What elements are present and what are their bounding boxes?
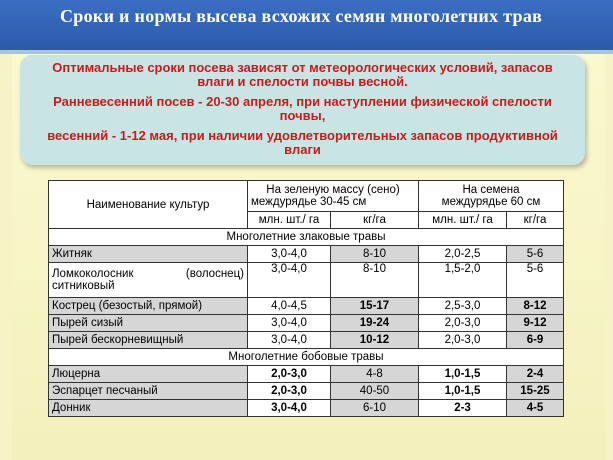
- table-row: [49, 332, 564, 349]
- cell-mln-green: 2,0-3,0: [248, 366, 331, 383]
- cell-mln-seeds: 1,5-2,0: [419, 263, 507, 298]
- cell-kg-seeds: 5-6: [507, 263, 564, 298]
- cell-kg-seeds: 6-9: [507, 332, 564, 349]
- cell-mln-seeds: 2-3: [419, 400, 507, 417]
- crop-name: Эспарцет песчаный: [49, 383, 248, 400]
- cell-mln-seeds: 2,0-3,0: [419, 315, 507, 332]
- header-mln-seeds: млн. шт./ га: [419, 212, 507, 229]
- crop-name: Пырей сизый: [49, 315, 248, 332]
- cell-mln-green: 3,0-4,0: [248, 263, 331, 298]
- table-row: [49, 383, 564, 400]
- cell-mln-green: 4,0-4,5: [248, 298, 331, 315]
- cell-kg-seeds: 5-6: [507, 246, 564, 263]
- header-kg-seeds: кг/га: [507, 212, 564, 229]
- table-row: [49, 246, 564, 263]
- header-green-line-1: На зеленую массу (сено): [266, 184, 400, 196]
- info-line-2: влаги и спелости почвы весной.: [197, 74, 408, 89]
- section-grass: Многолетние злаковые травы: [49, 229, 564, 246]
- crop-name-part-2: (волоснец): [185, 268, 244, 280]
- info-line-6: влаги: [284, 142, 321, 157]
- page-title: Сроки и нормы высева всхожих семян многолетних трав: [60, 6, 543, 26]
- header-mln-green: млн. шт./ га: [248, 212, 331, 229]
- header-kg-green: кг/га: [331, 212, 419, 229]
- info-line-3: Ранневесенний посев - 20-30 апреля, при наступлении физической спелости: [53, 94, 552, 109]
- crop-name: Житняк: [49, 246, 248, 263]
- crop-name-part-1: Ломкоколосник: [52, 268, 134, 280]
- crop-name: Люцерна: [49, 366, 248, 383]
- cell-kg-green: 40-50: [331, 383, 419, 400]
- cell-kg-green: 4-8: [331, 366, 419, 383]
- cell-mln-green: 3,0-4,0: [248, 315, 331, 332]
- cell-mln-green: 3,0-4,0: [248, 400, 331, 417]
- header-green-line-2: междурядье 30-45 см: [251, 196, 367, 208]
- cell-kg-seeds: 4-5: [507, 400, 564, 417]
- table-row: [49, 366, 564, 383]
- info-line-5: весенний - 1-12 мая, при наличии удовлетворительных запасов продуктивной: [47, 128, 558, 143]
- cell-kg-green: 15-17: [331, 298, 419, 315]
- cell-mln-green: 3,0-4,0: [248, 332, 331, 349]
- header-seeds: [419, 181, 564, 212]
- cell-mln-green: 2,0-3,0: [248, 383, 331, 400]
- info-line-4: почвы,: [279, 108, 326, 123]
- cell-kg-seeds: 9-12: [507, 315, 564, 332]
- cell-kg-green: 8-10: [331, 263, 419, 298]
- seeding-norms-table: [48, 180, 564, 417]
- cell-kg-seeds: 15-25: [507, 383, 564, 400]
- crop-name: [49, 263, 248, 298]
- cell-mln-green: 3,0-4,0: [248, 246, 331, 263]
- cell-mln-seeds: 2,5-3,0: [419, 298, 507, 315]
- header-seeds-line-1: На семена: [462, 184, 520, 196]
- crop-name: Пырей бескорневищный: [49, 332, 248, 349]
- table-row: [49, 400, 564, 417]
- info-line-1: Оптимальные сроки посева зависят от метеорологических условий, запасов: [52, 60, 553, 75]
- section-legume: Многолетние бобовые травы: [49, 349, 564, 366]
- crop-name: Донник: [49, 400, 248, 417]
- cell-kg-green: 8-10: [331, 246, 419, 263]
- info-box: [20, 55, 585, 165]
- header-seeds-line-2: междурядье 60 см: [441, 196, 541, 208]
- cell-mln-seeds: 1,0-1,5: [419, 383, 507, 400]
- crop-name: Кострец (безостый, прямой): [49, 298, 248, 315]
- cell-kg-seeds: 2-4: [507, 366, 564, 383]
- crop-name-part-3: ситниковый: [52, 280, 115, 292]
- table-row: [49, 298, 564, 315]
- cell-kg-green: 19-24: [331, 315, 419, 332]
- header-green-mass: [248, 181, 419, 212]
- cell-mln-seeds: 2,0-3,0: [419, 332, 507, 349]
- cell-kg-green: 10-12: [331, 332, 419, 349]
- cell-mln-seeds: 1,0-1,5: [419, 366, 507, 383]
- table-row: [49, 315, 564, 332]
- cell-mln-seeds: 2,0-2,5: [419, 246, 507, 263]
- table-row: [49, 263, 564, 298]
- header-crop-name: Наименование культур: [49, 181, 248, 229]
- cell-kg-seeds: 8-12: [507, 298, 564, 315]
- cell-kg-green: 6-10: [331, 400, 419, 417]
